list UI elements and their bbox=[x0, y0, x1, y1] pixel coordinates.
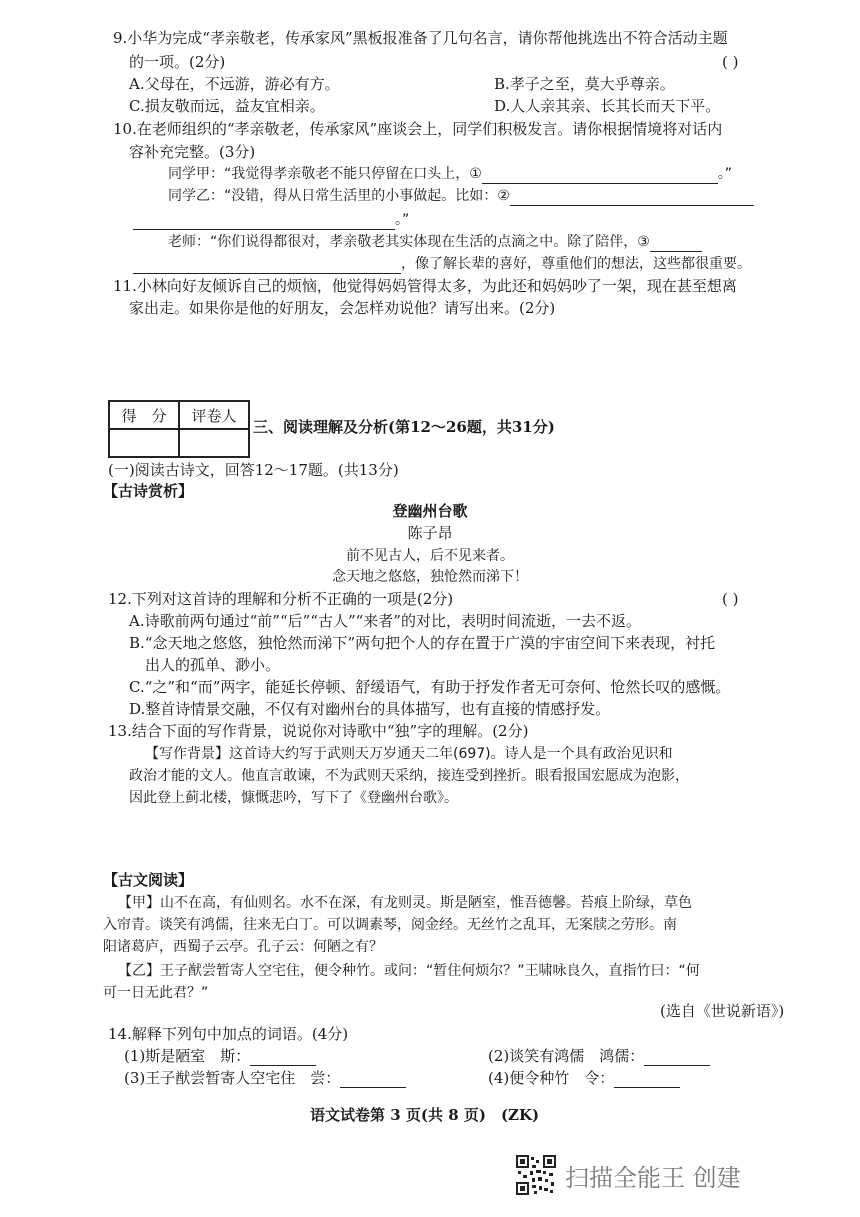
q11-line2: 家出走。如果你是他的好朋友，会怎样劝说他？请写出来。(2分) bbox=[129, 299, 556, 317]
grader-cell[interactable] bbox=[179, 429, 249, 457]
section-3-title: 三、阅读理解及分析(第12～26题，共31分) bbox=[253, 418, 555, 436]
score-cell[interactable] bbox=[109, 429, 179, 457]
q14-item-3-text: (3)王子猷尝暂寄人空宅住 尝： bbox=[124, 1069, 341, 1087]
yi-source: (选自《世说新语》) bbox=[660, 1002, 785, 1020]
q10-blank-3-cont[interactable] bbox=[133, 257, 401, 274]
q14-item-4 bbox=[488, 1068, 680, 1088]
q14-blank-3[interactable] bbox=[340, 1071, 406, 1088]
q10-student-b-cont bbox=[133, 210, 409, 230]
q14-blank-2[interactable] bbox=[644, 1049, 710, 1066]
poem-section-header: 【古诗赏析】 bbox=[103, 482, 194, 500]
q9-option-d: D.人人亲其亲、长其长而天下平。 bbox=[494, 97, 721, 115]
jia-line-2: 入帘青。谈笑有鸿儒，往来无白丁。可以调素琴，阅金经。无丝竹之乱耳，无案牍之劳形。南 bbox=[103, 917, 677, 933]
qr-code-icon bbox=[516, 1155, 556, 1195]
q12-option-a: A.诗歌前两句通过“前”“后”“古人”“来者”的对比，表明时间流逝，一去不返。 bbox=[129, 612, 641, 630]
q13-background-line3: 因此登上蓟北楼，慷慨悲吟，写下了《登幽州台歌》。 bbox=[129, 790, 458, 806]
part-1-title: (一)阅读古诗文，回答12～17题。(共13分) bbox=[108, 461, 399, 479]
poem-line-1: 前不见古人，后不见来者。 bbox=[346, 548, 514, 564]
q12-option-b-line2: 出人的孤单、渺小。 bbox=[145, 656, 281, 674]
q12-option-c: C.“之”和“而”两字，能延长停顿、舒缓语气，有助于抒发作者无可奈何、怆然长叹的感慨。 bbox=[129, 678, 731, 696]
q14-stem: 14.解释下列句中加点的词语。(4分) bbox=[108, 1025, 349, 1043]
q13-background-line1: 【写作背景】这首诗大约写于武则天万岁通天二年(697)。诗人是一个具有政治见识和 bbox=[145, 746, 673, 762]
q9-stem-line2: 的一项。(2分) bbox=[129, 53, 226, 71]
yi-line-1: 【乙】王子猷尝暂寄人空宅住，便令种竹。或问：“暂住何烦尔？”王啸咏良久，直指竹曰：“何 bbox=[118, 963, 700, 979]
q10-student-b-text: 同学乙：“没错，得从日常生活里的小事做起。比如：② bbox=[168, 188, 510, 204]
q10-stem-line1: 10.在老师组织的“孝亲敬老，传承家风”座谈会上，同学们积极发言。请你根据情境将对话内 bbox=[113, 120, 723, 138]
q10-blank-2-cont[interactable] bbox=[133, 213, 395, 230]
q12-answer-paren[interactable]: ( ) bbox=[722, 590, 739, 608]
q12-stem: 12.下列对这首诗的理解和分析不正确的一项是(2分) bbox=[108, 590, 454, 608]
q10-student-a bbox=[168, 164, 732, 184]
q10-student-b bbox=[168, 186, 754, 206]
q12-option-b-line1: B.“念天地之悠悠，独怆然而涕下”两句把个人的存在置于广漠的宇宙空间下来表现，衬托 bbox=[129, 634, 716, 652]
q10-student-a-text: 同学甲：“我觉得孝亲敬老不能只停留在口头上，① bbox=[168, 166, 482, 182]
poem-title: 登幽州台歌 bbox=[392, 502, 468, 520]
q14-blank-1[interactable] bbox=[250, 1049, 316, 1066]
yi-line-2: 可一日无此君？” bbox=[103, 985, 209, 1001]
q14-item-2 bbox=[488, 1046, 710, 1066]
poem-line-2: 念天地之悠悠，独怆然而涕下！ bbox=[332, 569, 528, 585]
poem-author: 陈子昂 bbox=[407, 524, 453, 542]
q11-line1: 11.小林向好友倾诉自己的烦恼，他觉得妈妈管得太多，为此还和妈妈吵了一架，现在甚至想离 bbox=[113, 277, 737, 295]
q10-blank-2[interactable] bbox=[510, 189, 754, 206]
q14-item-4-text: (4)便令种竹 令： bbox=[488, 1069, 615, 1087]
q14-item-1-text: (1)斯是陋室 斯： bbox=[124, 1047, 251, 1065]
grader-header: 评卷人 bbox=[179, 401, 249, 429]
score-table bbox=[108, 400, 250, 458]
q12-option-d: D.整首诗情景交融，不仅有对幽州台的具体描写，也有直接的情感抒发。 bbox=[129, 700, 611, 718]
q9-option-b: B.孝子之至，莫大乎尊亲。 bbox=[494, 75, 675, 93]
q14-item-1 bbox=[124, 1046, 316, 1066]
jia-line-1: 【甲】山不在高，有仙则名。水不在深，有龙则灵。斯是陋室，惟吾德馨。苔痕上阶绿，草色 bbox=[118, 895, 692, 911]
q9-option-a: A.父母在，不远游，游必有方。 bbox=[129, 75, 340, 93]
q9-answer-paren[interactable]: ( ) bbox=[722, 53, 739, 71]
q13-stem: 13.结合下面的写作背景，说说你对诗歌中“独”字的理解。(2分) bbox=[108, 722, 529, 740]
q10-blank-1[interactable] bbox=[482, 167, 718, 184]
q9-option-c: C.损友敬而远，益友宜相亲。 bbox=[129, 97, 325, 115]
q10-student-b-end: 。” bbox=[395, 212, 410, 228]
prose-section-header: 【古文阅读】 bbox=[103, 871, 194, 889]
q10-blank-3[interactable] bbox=[650, 235, 702, 252]
q14-blank-4[interactable] bbox=[614, 1071, 680, 1088]
q9-stem-line1: 9.小华为完成“孝亲敬老，传承家风”黑板报准备了几句名言，请你帮他挑选出不符合活动主题 bbox=[113, 29, 728, 47]
q14-item-2-text: (2)谈笑有鸿儒 鸿儒： bbox=[488, 1047, 645, 1065]
q10-stem-line2: 容补充完整。(3分) bbox=[129, 143, 256, 161]
scanner-watermark: 扫描全能王 创建 bbox=[565, 1164, 741, 1192]
q10-teacher-text-2: ，像了解长辈的喜好，尊重他们的想法，这些都很重要。 bbox=[401, 256, 751, 272]
q10-teacher-text: 老师：“你们说得都很对，孝亲敬老其实体现在生活的点滴之中。除了陪伴，③ bbox=[168, 234, 650, 250]
q10-teacher bbox=[168, 232, 702, 252]
score-header: 得 分 bbox=[109, 401, 179, 429]
q10-teacher-cont bbox=[133, 254, 751, 274]
jia-line-3: 阳诸葛庐，西蜀子云亭。孔子云：何陋之有？ bbox=[103, 939, 383, 955]
page-footer: 语文试卷第 3 页(共 8 页) (ZK) bbox=[310, 1106, 540, 1124]
q14-item-3 bbox=[124, 1068, 406, 1088]
q13-background-line2: 政治才能的文人。他直言敢谏，不为武则天采纳，接连受到挫折。眼看报国宏愿成为泡影， bbox=[129, 768, 689, 784]
q10-student-a-end: 。” bbox=[717, 166, 733, 182]
